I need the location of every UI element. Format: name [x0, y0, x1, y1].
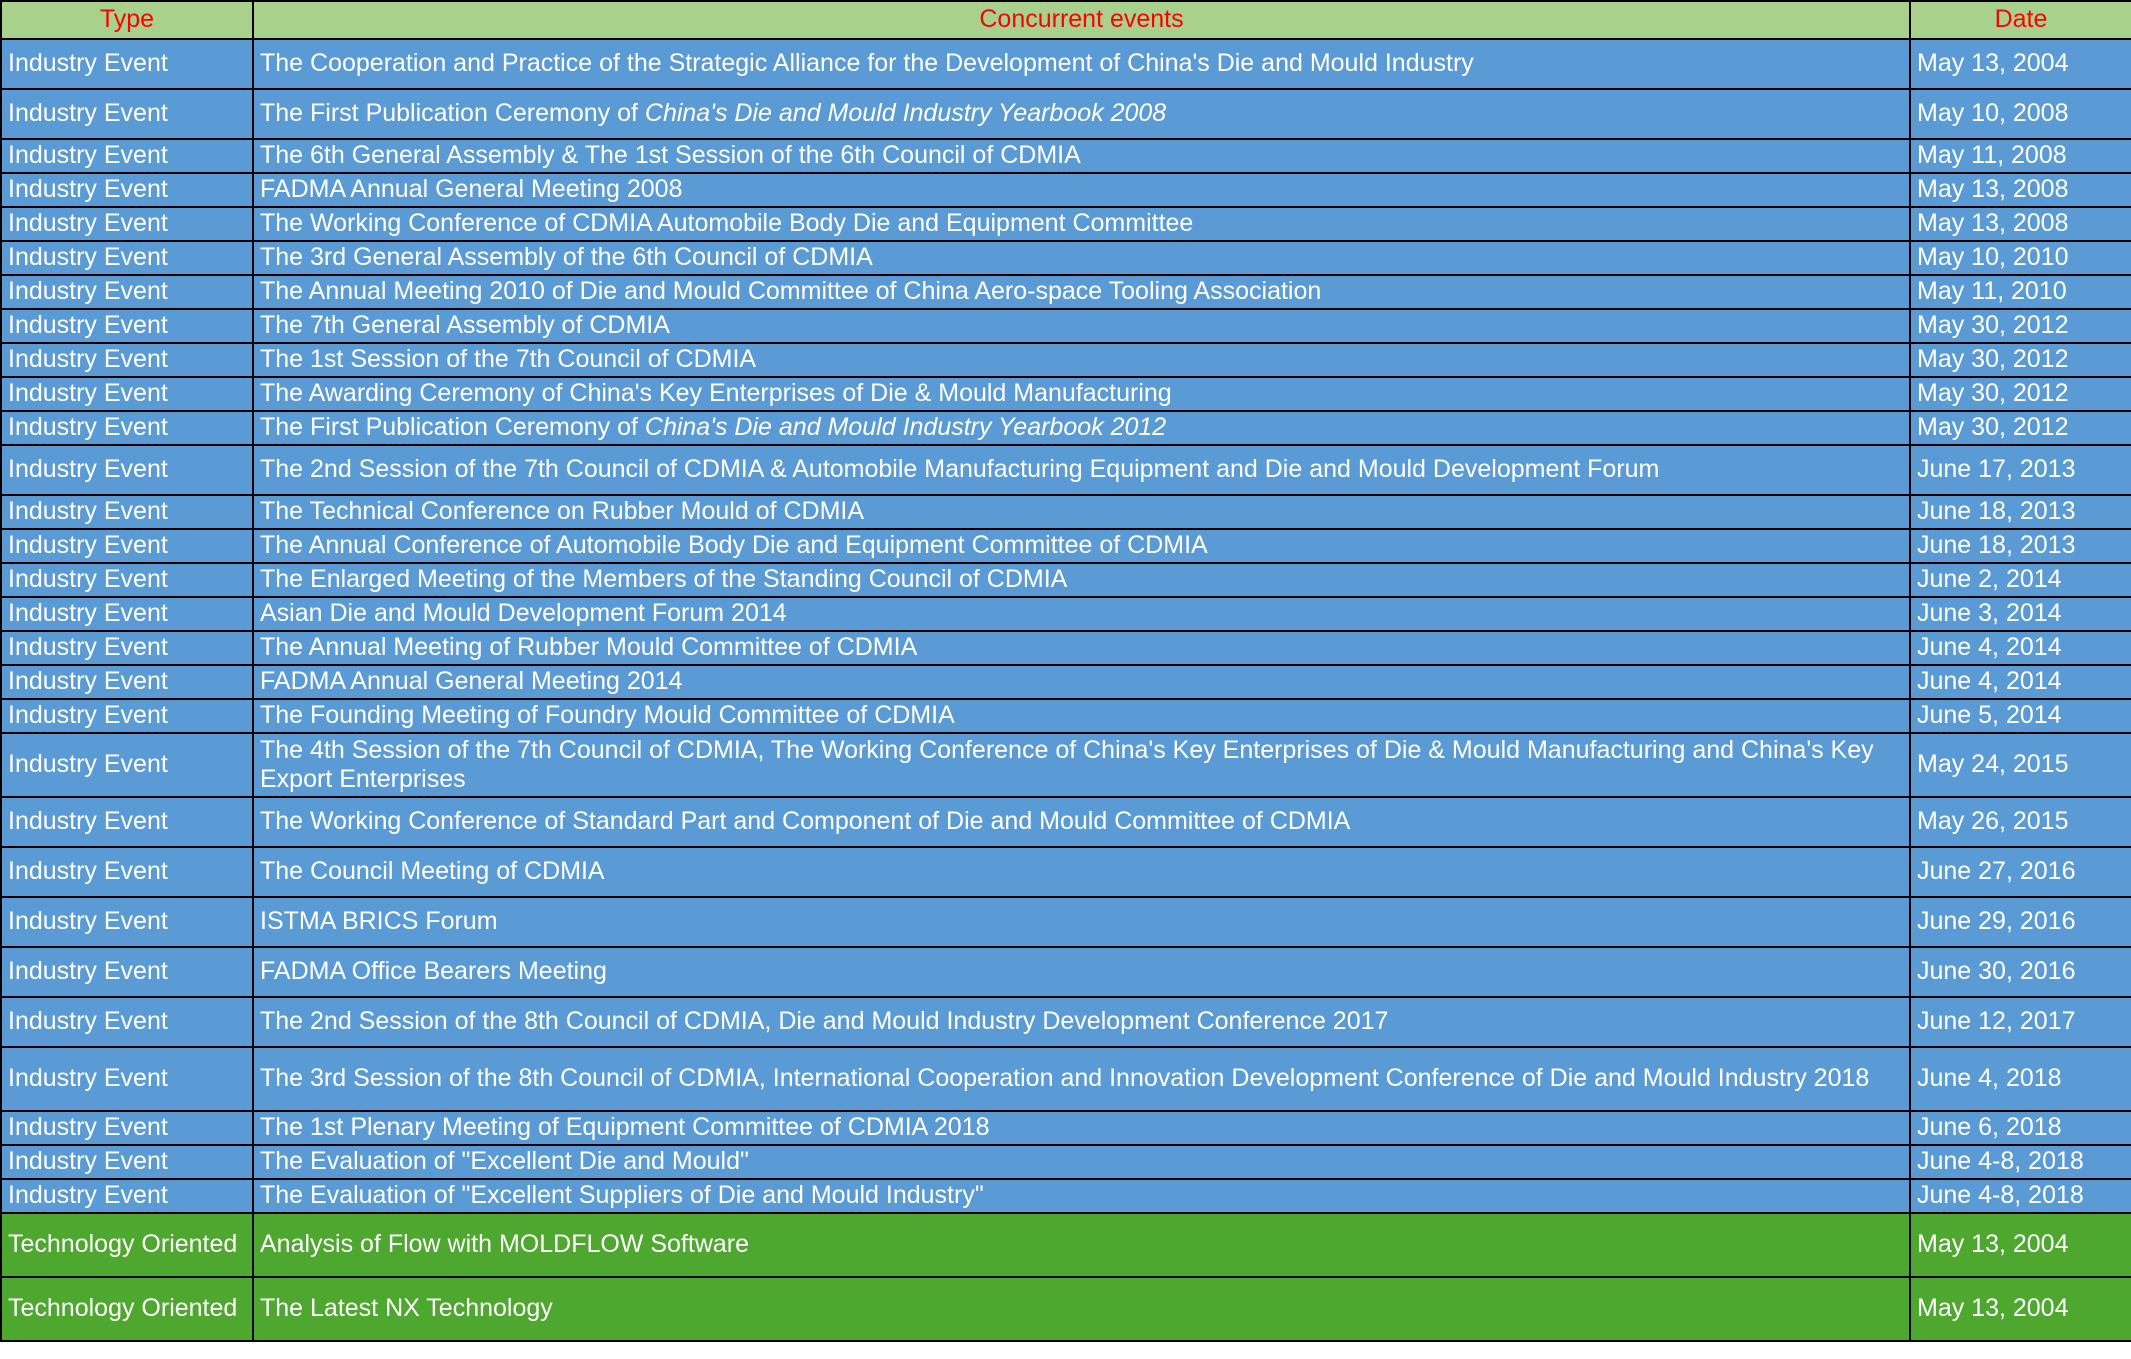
- event-text: The Technical Conference on Rubber Mould of CDMIA: [260, 497, 865, 526]
- event-text: The 1st Session of the 7th Council of CDMIA: [260, 345, 757, 374]
- event-text: Asian Die and Mould Development Forum 2014: [260, 599, 787, 628]
- table-row: [1, 1111, 2131, 1145]
- cell-event: [253, 733, 1910, 797]
- event-text: The 4th Session of the 7th Council of CDMIA, The Working Conference of China's Key Enterprises of Die & Mould Manufacturing and China's Key Export Enterprises: [260, 735, 1874, 793]
- cell-type: Industry Event: [1, 997, 253, 1047]
- event-text: The 3rd General Assembly of the 6th Council of CDMIA: [260, 243, 873, 272]
- cell-type: Industry Event: [1, 173, 253, 207]
- event-text: The Founding Meeting of Foundry Mould Committee of CDMIA: [260, 701, 955, 730]
- event-text: The 2nd Session of the 7th Council of CDMIA & Automobile Manufacturing Equipment and Die and Mould Development Forum: [260, 455, 1660, 484]
- cell-type: Industry Event: [1, 445, 253, 495]
- event-text: The Cooperation and Practice of the Strategic Alliance for the Development of China's Die and Mould Industry: [260, 49, 1474, 78]
- cell-type: Technology Oriented: [1, 1213, 253, 1277]
- cell-event: [253, 1213, 1910, 1277]
- table-row: [1, 897, 2131, 947]
- cell-type: Industry Event: [1, 1179, 253, 1213]
- table-header: [1, 1, 2131, 39]
- cell-type: Industry Event: [1, 1111, 253, 1145]
- cell-event: [253, 309, 1910, 343]
- cell-type: Industry Event: [1, 495, 253, 529]
- cell-date: May 13, 2008: [1910, 173, 2131, 207]
- cell-event: [253, 275, 1910, 309]
- table-row: [1, 241, 2131, 275]
- event-text: FADMA Annual General Meeting 2008: [260, 175, 683, 204]
- event-text: The Working Conference of Standard Part and Component of Die and Mould Committee of CDMIA: [260, 807, 1351, 836]
- cell-date: June 18, 2013: [1910, 495, 2131, 529]
- table-row: [1, 797, 2131, 847]
- event-text: The First Publication Ceremony of: [260, 99, 645, 128]
- table-row: [1, 1145, 2131, 1179]
- table-row: [1, 1179, 2131, 1213]
- event-text: The Annual Meeting 2010 of Die and Mould Committee of China Aero-space Tooling Association: [260, 277, 1322, 306]
- cell-event: [253, 665, 1910, 699]
- table-row: [1, 529, 2131, 563]
- cell-date: June 29, 2016: [1910, 897, 2131, 947]
- table-row: [1, 207, 2131, 241]
- cell-event: [253, 699, 1910, 733]
- cell-date: May 13, 2004: [1910, 1277, 2131, 1341]
- table-row: [1, 495, 2131, 529]
- cell-event: [253, 343, 1910, 377]
- table-row: [1, 309, 2131, 343]
- cell-event: [253, 897, 1910, 947]
- cell-date: May 30, 2012: [1910, 411, 2131, 445]
- cell-type: Industry Event: [1, 699, 253, 733]
- cell-date: June 4, 2018: [1910, 1047, 2131, 1111]
- event-text: The Awarding Ceremony of China's Key Enterprises of Die & Mould Manufacturing: [260, 379, 1172, 408]
- table-row: [1, 89, 2131, 139]
- cell-type: Technology Oriented: [1, 1277, 253, 1341]
- cell-date: May 24, 2015: [1910, 733, 2131, 797]
- event-text: FADMA Annual General Meeting 2014: [260, 667, 683, 696]
- event-text: The Annual Conference of Automobile Body Die and Equipment Committee of CDMIA: [260, 531, 1208, 560]
- cell-date: June 4-8, 2018: [1910, 1145, 2131, 1179]
- cell-date: May 11, 2008: [1910, 139, 2131, 173]
- table-row: [1, 631, 2131, 665]
- column-header-date: Date: [1910, 1, 2131, 39]
- table-row: [1, 563, 2131, 597]
- event-title-italic: China's Die and Mould Industry Yearbook 2012: [644, 413, 1167, 442]
- cell-type: Industry Event: [1, 275, 253, 309]
- column-header-type: Type: [1, 1, 253, 39]
- cell-date: May 13, 2004: [1910, 1213, 2131, 1277]
- event-text: The Evaluation of "Excellent Suppliers of Die and Mould Industry": [260, 1181, 984, 1210]
- cell-date: June 2, 2014: [1910, 563, 2131, 597]
- table-row: [1, 947, 2131, 997]
- table-row: [1, 139, 2131, 173]
- event-text: The 6th General Assembly & The 1st Session of the 6th Council of CDMIA: [260, 141, 1081, 170]
- event-text: ISTMA BRICS Forum: [260, 907, 498, 936]
- event-text: The Annual Meeting of Rubber Mould Committee of CDMIA: [260, 633, 918, 662]
- cell-event: [253, 495, 1910, 529]
- cell-event: [253, 411, 1910, 445]
- event-text: The 1st Plenary Meeting of Equipment Committee of CDMIA 2018: [260, 1113, 990, 1142]
- cell-event: [253, 1277, 1910, 1341]
- event-title-italic: China's Die and Mould Industry Yearbook 2008: [644, 99, 1167, 128]
- cell-event: [253, 377, 1910, 411]
- table-row: [1, 1047, 2131, 1111]
- table-row: [1, 1277, 2131, 1341]
- cell-event: [253, 597, 1910, 631]
- table-row: [1, 275, 2131, 309]
- column-header-event: Concurrent events: [253, 1, 1910, 39]
- cell-date: May 10, 2010: [1910, 241, 2131, 275]
- event-text: The 7th General Assembly of CDMIA: [260, 311, 670, 340]
- cell-type: Industry Event: [1, 241, 253, 275]
- cell-date: May 13, 2004: [1910, 39, 2131, 89]
- cell-event: [253, 797, 1910, 847]
- table-body: [1, 39, 2131, 1341]
- cell-event: [253, 39, 1910, 89]
- cell-type: Industry Event: [1, 207, 253, 241]
- cell-event: [253, 207, 1910, 241]
- cell-date: June 4-8, 2018: [1910, 1179, 2131, 1213]
- cell-type: Industry Event: [1, 897, 253, 947]
- cell-type: Industry Event: [1, 39, 253, 89]
- cell-type: Industry Event: [1, 733, 253, 797]
- cell-date: June 27, 2016: [1910, 847, 2131, 897]
- cell-event: [253, 445, 1910, 495]
- cell-date: May 10, 2008: [1910, 89, 2131, 139]
- event-text: The First Publication Ceremony of: [260, 413, 645, 442]
- table-row: [1, 343, 2131, 377]
- event-text: The Enlarged Meeting of the Members of the Standing Council of CDMIA: [260, 565, 1068, 594]
- event-text: The Evaluation of "Excellent Die and Mould": [260, 1147, 749, 1176]
- cell-type: Industry Event: [1, 411, 253, 445]
- cell-event: [253, 563, 1910, 597]
- table-row: [1, 173, 2131, 207]
- cell-type: Industry Event: [1, 597, 253, 631]
- cell-type: Industry Event: [1, 529, 253, 563]
- cell-event: [253, 1047, 1910, 1111]
- cell-date: June 30, 2016: [1910, 947, 2131, 997]
- cell-type: Industry Event: [1, 947, 253, 997]
- cell-date: May 30, 2012: [1910, 377, 2131, 411]
- cell-type: Industry Event: [1, 631, 253, 665]
- cell-event: [253, 1179, 1910, 1213]
- table-row: [1, 997, 2131, 1047]
- event-text: The Council Meeting of CDMIA: [260, 857, 605, 886]
- table-row: [1, 377, 2131, 411]
- table-row: [1, 1213, 2131, 1277]
- cell-event: [253, 947, 1910, 997]
- cell-date: May 11, 2010: [1910, 275, 2131, 309]
- cell-type: Industry Event: [1, 377, 253, 411]
- header-row: [1, 1, 2131, 39]
- cell-event: [253, 847, 1910, 897]
- cell-type: Industry Event: [1, 847, 253, 897]
- event-text: Analysis of Flow with MOLDFLOW Software: [260, 1230, 750, 1259]
- event-text: The 2nd Session of the 8th Council of CDMIA, Die and Mould Industry Development Conference 2017: [260, 1007, 1389, 1036]
- cell-type: Industry Event: [1, 89, 253, 139]
- table-row: [1, 597, 2131, 631]
- cell-event: [253, 1145, 1910, 1179]
- cell-date: June 4, 2014: [1910, 631, 2131, 665]
- cell-event: [253, 241, 1910, 275]
- table-row: [1, 665, 2131, 699]
- cell-event: [253, 631, 1910, 665]
- cell-date: June 17, 2013: [1910, 445, 2131, 495]
- cell-type: Industry Event: [1, 309, 253, 343]
- cell-event: [253, 529, 1910, 563]
- cell-event: [253, 173, 1910, 207]
- cell-event: [253, 139, 1910, 173]
- event-text: The Latest NX Technology: [260, 1294, 553, 1323]
- cell-date: June 4, 2014: [1910, 665, 2131, 699]
- cell-date: June 6, 2018: [1910, 1111, 2131, 1145]
- table-row: [1, 445, 2131, 495]
- cell-event: [253, 997, 1910, 1047]
- cell-type: Industry Event: [1, 343, 253, 377]
- event-text: The 3rd Session of the 8th Council of CDMIA, International Cooperation and Innovation Development Conference of Die and Mould Industry 2018: [260, 1064, 1870, 1093]
- cell-type: Industry Event: [1, 1145, 253, 1179]
- cell-date: June 18, 2013: [1910, 529, 2131, 563]
- cell-date: May 30, 2012: [1910, 343, 2131, 377]
- cell-date: June 5, 2014: [1910, 699, 2131, 733]
- cell-date: May 26, 2015: [1910, 797, 2131, 847]
- table-row: [1, 847, 2131, 897]
- table-row: [1, 39, 2131, 89]
- cell-type: Industry Event: [1, 563, 253, 597]
- cell-date: May 13, 2008: [1910, 207, 2131, 241]
- cell-date: June 12, 2017: [1910, 997, 2131, 1047]
- cell-event: [253, 89, 1910, 139]
- cell-type: Industry Event: [1, 1047, 253, 1111]
- cell-date: June 3, 2014: [1910, 597, 2131, 631]
- cell-type: Industry Event: [1, 665, 253, 699]
- cell-type: Industry Event: [1, 139, 253, 173]
- event-text: The Working Conference of CDMIA Automobile Body Die and Equipment Committee: [260, 209, 1194, 238]
- table-row: [1, 411, 2131, 445]
- table-row: [1, 733, 2131, 797]
- cell-type: Industry Event: [1, 797, 253, 847]
- table-row: [1, 699, 2131, 733]
- cell-date: May 30, 2012: [1910, 309, 2131, 343]
- cell-event: [253, 1111, 1910, 1145]
- event-text: FADMA Office Bearers Meeting: [260, 957, 607, 986]
